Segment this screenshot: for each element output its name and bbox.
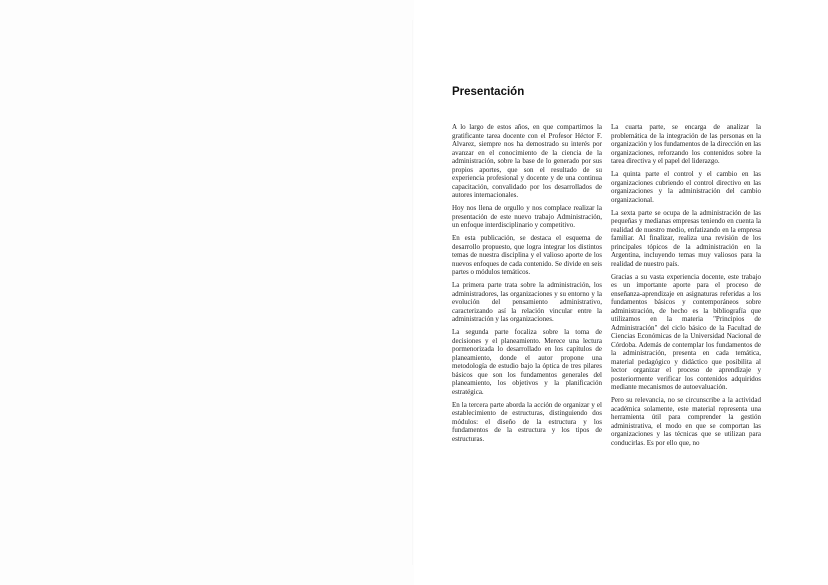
- paragraph: Hoy nos llena de orgullo y nos complace realizar la presentación de este nuevo trabajo Administración, un enfoque interdisciplinario y competitivo.: [452, 204, 602, 230]
- text-column-right: [611, 123, 761, 452]
- paragraph: La segunda parte focaliza sobre la toma de decisiones y el planeamiento. Merece una lectura pormenorizada lo desarrollado en los capítulos de planeamiento, donde el autor propone una metodología de estudio bajo la óptica de tres pilares básicos que son los fundamentos generales del planeamiento, los objetivos y la planificación estratégica.: [452, 328, 602, 396]
- paragraph: La primera parte trata sobre la administración, los administradores, las organizaciones y su entorno y la evolución del pensamiento administrativo, caracterizando así la relación vincular entre la administración y las organizaciones.: [452, 281, 602, 324]
- paragraph: La quinta parte el control y el cambio en las organizaciones cubriendo el control directivo en las organizaciones y la administración del cambio organizacional.: [611, 170, 761, 204]
- paragraph: La cuarta parte, se encarga de analizar la problemática de la integración de las personas en la organización y los fundamentos de la dirección en las organizaciones, reforzando los contenidos sobre la tarea directiva y el papel del liderazgo.: [611, 123, 761, 165]
- paragraph: A lo largo de estos años, en que compartimos la gratificante tarea docente con el Profesor Héctor F. Alvarez, siempre nos ha demostrado su interés por avanzar en el conocimiento de la ciencia de la administración, sobre la base de lo generado por sus propios aportes, que son el resultado de su experiencia profesional y docente y de una continua capacitación, convalidado por los desarrollados de autores internacionales.: [452, 123, 602, 199]
- page-title: Presentación: [452, 86, 525, 98]
- paragraph: Gracias a su vasta experiencia docente, este trabajo es un importante aporte para el proceso de enseñanza-aprendizaje en asignaturas referidas a los fundamentos básicos y contemporáneos sobre administración, de hecho es la bibliografía que utilizamos en la materia "Principios de Administración" del ciclo básico de la Facultad de Ciencias Económicas de la Universidad Nacional de Córdoba. Además de contemplar los fundamentos de la administración, presenta en cada temática, material pedagógico y didáctico que posibilita al lector organizar el proceso de aprendizaje y posteriormente verificar los contenidos adquiridos mediante mecanismos de autoevaluación.: [611, 272, 761, 392]
- paragraph: En la tercera parte aborda la acción de organizar y el establecimiento de estructuras, distinguiendo dos módulos: el diseño de la estructura y los fundamentos de la estructura y los tipos de estructuras.: [452, 400, 602, 443]
- paragraph: En esta publicación, se destaca el esquema de desarrollo propuesto, que logra integrar los distintos temas de nuestra disciplina y el valioso aporte de los nuevos enfoques de cada contenido. Se divide en seis partes o módulos temáticos.: [452, 234, 602, 277]
- paragraph: Pero su relevancia, no se circunscribe a la actividad académica solamente, este material representa una herramienta útil para comprender la gestión administrativa, el modo en que se comportan las organizaciones y las técnicas que se utilizan para conducirlas. Es por ello que, no: [611, 396, 761, 447]
- paragraph: La sexta parte se ocupa de la administración de las pequeñas y medianas empresas teniendo en cuenta la realidad de nuestro medio, enfatizando en la empresa familiar. Al finalizar, realiza una revisión de los principales tópicos de la administración en la Argentina, incluyendo temas muy valiosos para la realidad de nuestro país.: [611, 208, 761, 268]
- text-column-left: [452, 123, 602, 448]
